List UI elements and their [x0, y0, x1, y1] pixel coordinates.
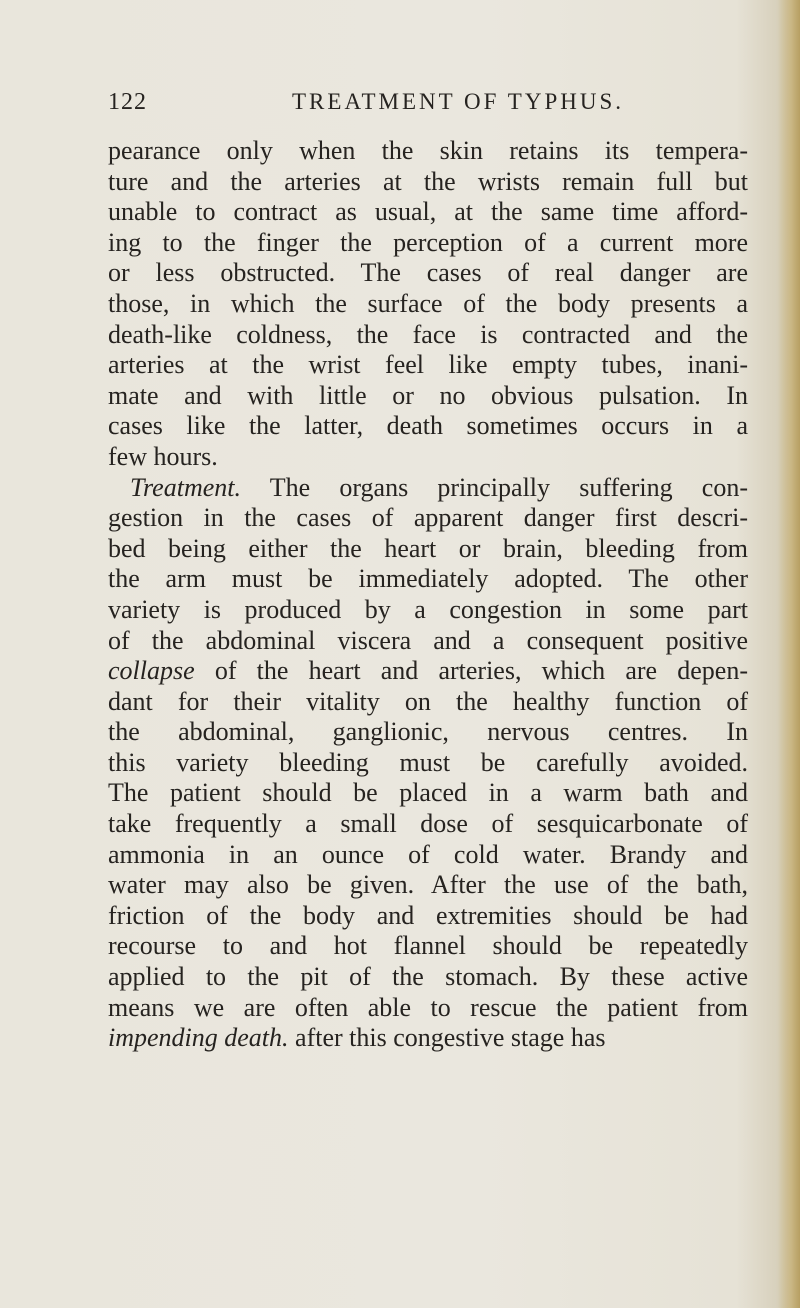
- text-line-rest: The organs principally suffering con-: [269, 472, 748, 502]
- text-line: gestion in the cases of apparent danger first descri-: [108, 503, 748, 533]
- text-line: cases like the latter, death sometimes occurs in a: [108, 411, 748, 441]
- text-line: means we are often able to rescue the patient from: [108, 992, 748, 1022]
- text-line: the arm must be immediately adopted. The other: [108, 564, 748, 594]
- text-line: mate and with little or no obvious pulsation. In: [108, 380, 748, 410]
- body-text: [108, 136, 748, 1054]
- text-line: pearance only when the skin retains its tempera-: [108, 136, 748, 165]
- text-line: take frequently a small dose of sesquicarbonate of: [108, 809, 748, 839]
- running-title: TREATMENT OF TYPHUS.: [292, 89, 624, 114]
- treatment-heading: Treatment.: [130, 472, 241, 502]
- text-line: or less obstructed. The cases of real danger are: [108, 258, 748, 288]
- text-line: few hours.: [108, 441, 218, 471]
- text-line: those, in which the surface of the body presents a: [108, 288, 748, 318]
- text-line-rest: after this congestive stage has: [295, 1023, 606, 1053]
- text-line: friction of the body and extremities should be had: [108, 900, 748, 930]
- text-line: bed being either the heart or brain, bleeding from: [108, 533, 748, 563]
- impending-death-phrase: impending death.: [108, 1023, 289, 1053]
- text-line: water may also be given. After the use of the bath,: [108, 870, 748, 900]
- text-line: the abdominal, ganglionic, nervous centres. In: [108, 717, 748, 747]
- text-line: of the abdominal viscera and a consequent positive: [108, 625, 748, 655]
- text-line: [108, 473, 748, 504]
- text-line: variety is produced by a congestion in some part: [108, 594, 748, 624]
- text-line: [108, 656, 748, 687]
- text-line: unable to contract as usual, at the same time afford-: [108, 197, 748, 227]
- text-line: [108, 1023, 748, 1054]
- text-line: The patient should be placed in a warm bath and: [108, 778, 748, 808]
- text-line: ture and the arteries at the wrists remain full but: [108, 166, 748, 196]
- text-line: this variety bleeding must be carefully avoided.: [108, 747, 748, 777]
- text-line: arteries at the wrist feel like empty tubes, inani-: [108, 350, 748, 380]
- page-edge-stain: [778, 0, 800, 1308]
- text-line-rest: of the heart and arteries, which are depen-: [214, 656, 749, 686]
- text-line: applied to the pit of the stomach. By these active: [108, 962, 748, 992]
- text-line: ing to the finger the perception of a current more: [108, 227, 748, 257]
- running-head: [108, 89, 748, 123]
- text-line: death-like coldness, the face is contracted and the: [108, 319, 748, 349]
- text-line: recourse to and hot flannel should be repeatedly: [108, 931, 748, 961]
- page-number: 122: [108, 89, 147, 115]
- text-line: ammonia in an ounce of cold water. Brandy and: [108, 839, 748, 869]
- text-line: dant for their vitality on the healthy function of: [108, 686, 748, 716]
- collapse-term: collapse: [108, 656, 195, 686]
